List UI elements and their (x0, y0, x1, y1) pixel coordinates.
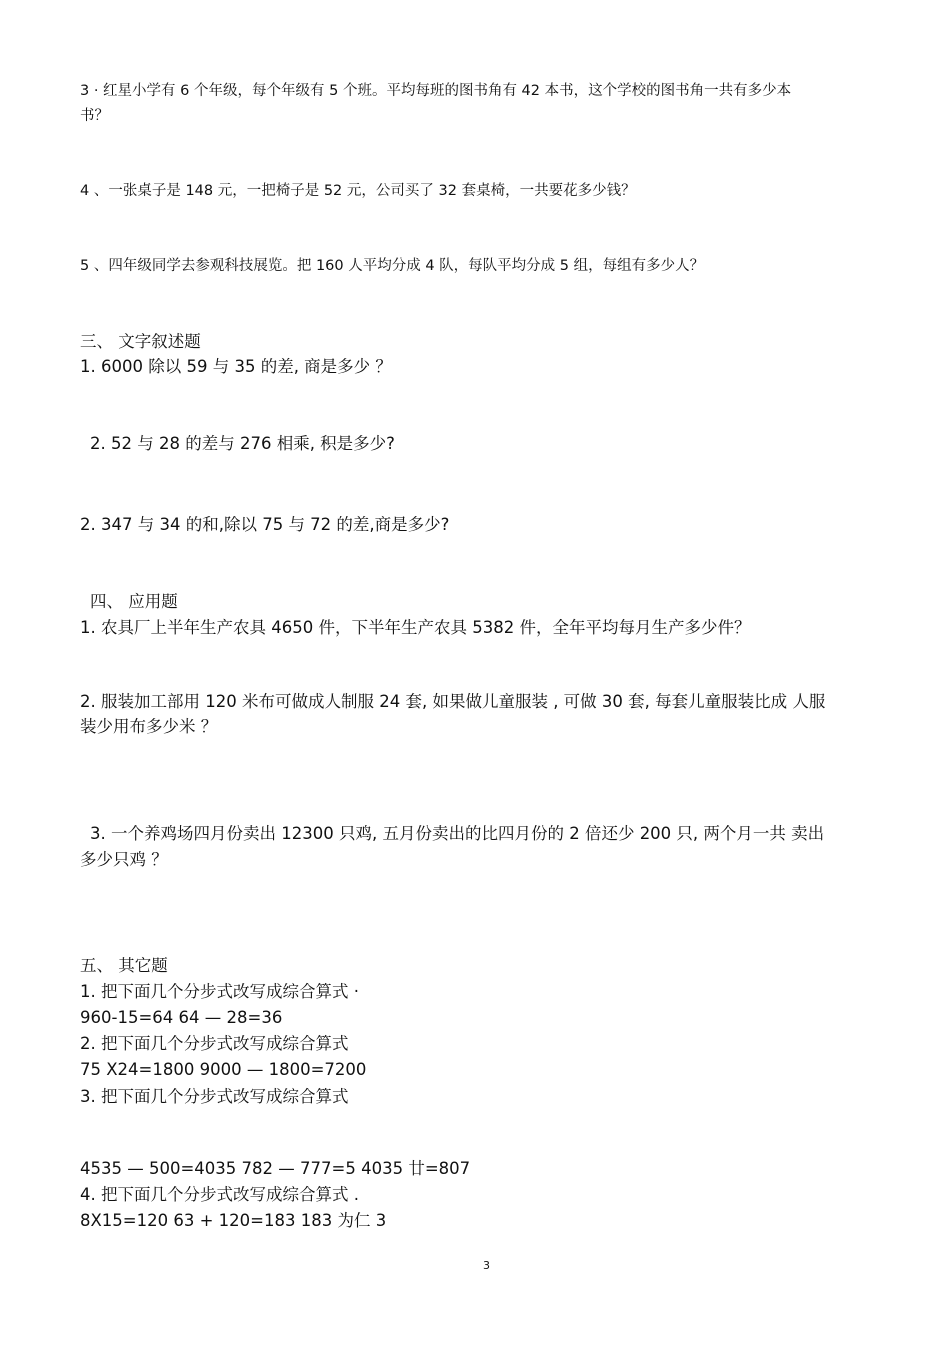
part4-q2-line2: 装少用布多少米 ？ (80, 717, 218, 736)
part5-heading: 五、 其它题 (80, 956, 168, 975)
part3-q2: 2. 52 与 28 的差与 276 相乘, 积是多少? (90, 434, 395, 453)
page-number: 3 (483, 1259, 490, 1272)
part5-q3-title: 3. 把下面几个分步式改写成综合算式 (80, 1087, 349, 1106)
part3-heading: 三、 文字叙述题 (80, 332, 201, 351)
part5-q4-title: 4. 把下面几个分步式改写成综合算式 . (80, 1185, 359, 1204)
part3-q3: 2. 347 与 34 的和,除以 75 与 72 的差,商是多少? (80, 515, 450, 534)
part5-q2-steps: 75 X24=1800 9000 — 1800=7200 (80, 1060, 367, 1079)
part4-heading: 四、 应用题 (90, 592, 178, 611)
part5-q3-steps: 4535 — 500=4035 782 — 777=5 4035 廿=807 (80, 1159, 471, 1178)
part2-q3-line1: 3 · 红星小学有 6 个年级，每个年级有 5 个班。平均每班的图书角有 42 本书，这个学校的图书角一共有多少本 (80, 83, 792, 99)
part2-q3-line2: 书？ (80, 108, 109, 124)
part5-q1-title: 1. 把下面几个分步式改写成综合算式 · (80, 982, 359, 1001)
part4-q3-line2: 多少只鸡 ？ (80, 850, 168, 869)
part4-q1: 1. 农具厂上半年生产农具 4650 件，下半年生产农具 5382 件，全年平均每月生产多少件？ (80, 618, 751, 637)
part5-q2-title: 2. 把下面几个分步式改写成综合算式 (80, 1034, 349, 1053)
part3-q1: 1. 6000 除以 59 与 35 的差, 商是多少 ？ (80, 357, 392, 376)
part2-q4: 4 、一张桌子是 148 元，一把椅子是 52 元，公司买了 32 套桌椅，一共要花多少钱？ (80, 183, 636, 199)
part4-q2-line1: 2. 服装加工部用 120 米布可做成人制服 24 套, 如果做儿童服装 , 可做 30 套, 每套儿童服装比成 人服 (80, 692, 826, 711)
part2-q5: 5 、四年级同学去参观科技展览。把 160 人平均分成 4 队，每队平均分成 5 组，每组有多少人？ (80, 258, 705, 274)
part4-q3-line1: 3. 一个养鸡场四月份卖出 12300 只鸡, 五月份卖出的比四月份的 2 倍还少 200 只, 两个月一共 卖出 (90, 824, 825, 843)
part5-q4-steps: 8X15=120 63 + 120=183 183 为仁 3 (80, 1211, 387, 1230)
part5-q1-steps: 960-15=64 64 — 28=36 (80, 1008, 283, 1027)
